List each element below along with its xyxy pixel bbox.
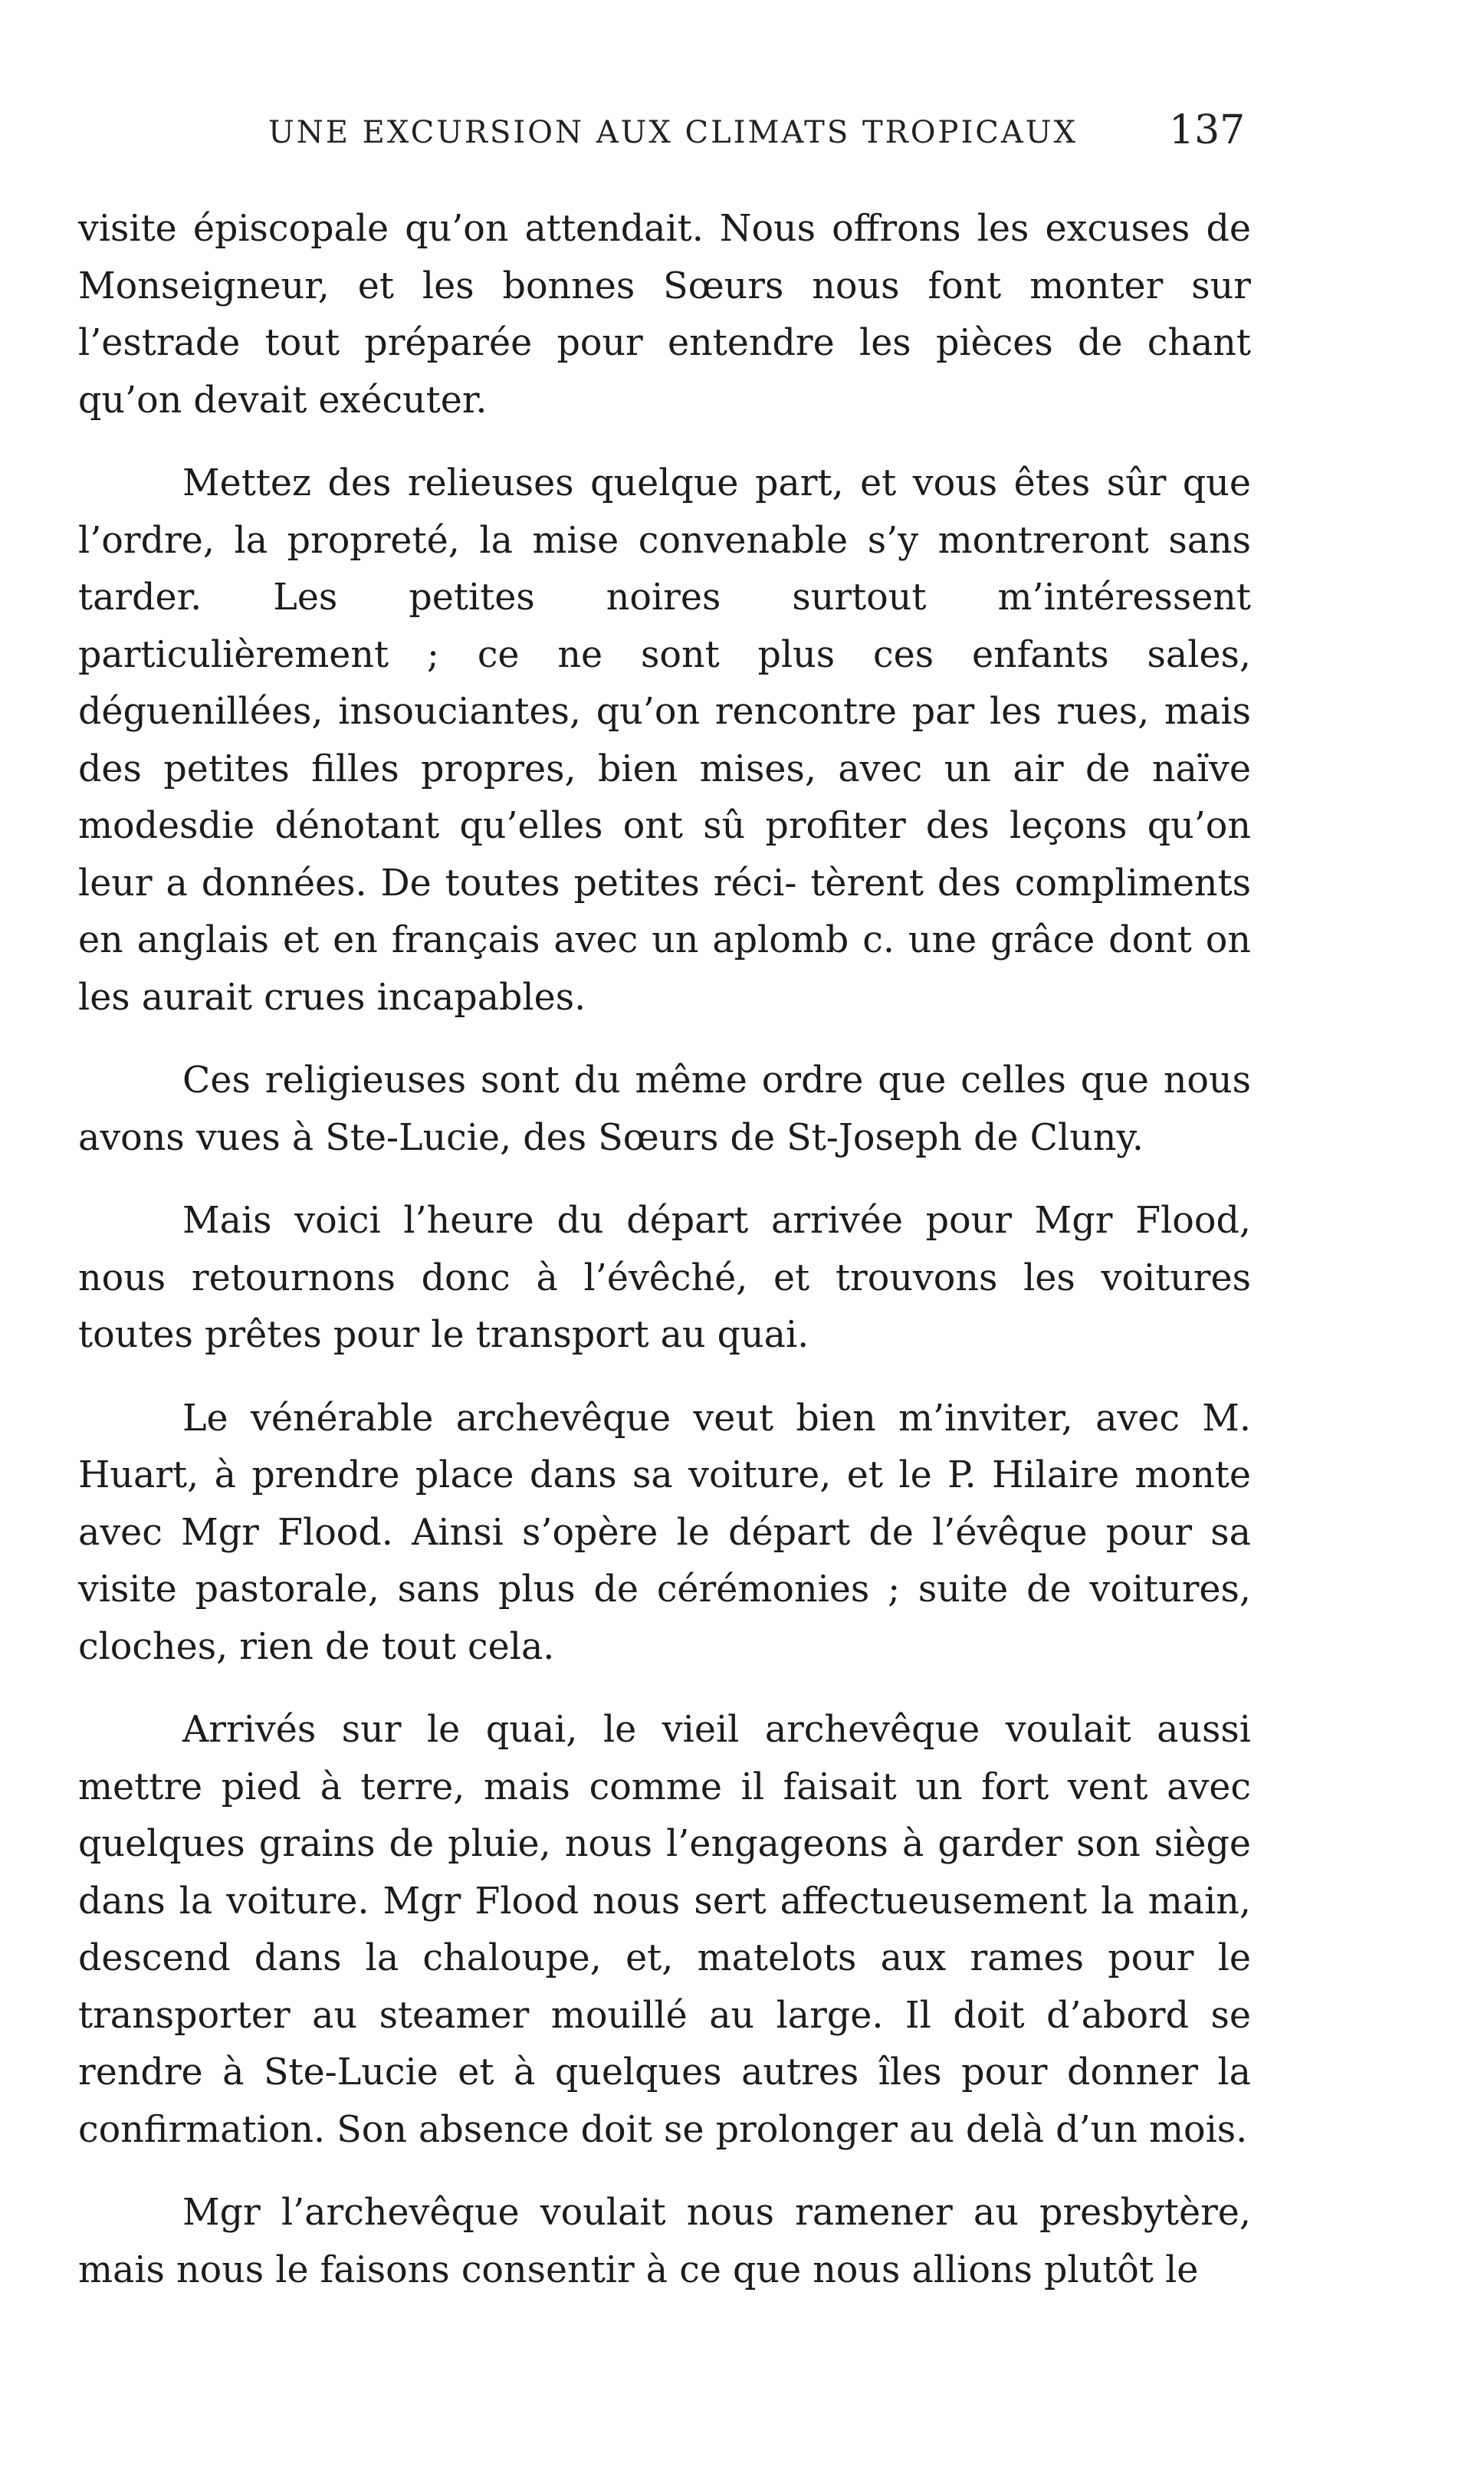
paragraph: Arrivés sur le quai, le vieil archevêque voulait aussi mettre pied à terre, mais comme il faisait un fort vent avec quelques grains de pluie, nous l’engageons à garder son siège dans la voiture. Mgr Flood nous sert affectueusement la main, descend dans la chaloupe, et, matelots aux rames pour le transporter au steamer mouillé au large. Il doit d’abord se rendre à Ste-Lucie et à quelques autres îles pour donner la confirmation. Son absence doit se prolonger au delà d’un mois. <box>78 1709 1251 2151</box>
paragraph: Mais voici l’heure du départ arrivée pour Mgr Flood, nous retournons donc à l’évêché, et trouvons les voitures toutes prêtes pour le transport au quai. <box>78 1200 1251 1356</box>
paragraph-continued: visite épiscopale qu’on attendait. Nous offrons les excuses de Monseigneur, et les bonnes Sœurs nous font monter sur l’estrade tout préparée pour entendre les pièces de chant qu’on devait exécuter. <box>78 208 1251 422</box>
body-text <box>78 201 1251 2325</box>
running-head: UNE EXCURSION AUX CLIMATS TROPICAUX <box>268 115 1078 150</box>
page-number: 137 <box>1169 107 1246 153</box>
paragraph: Le vénérable archevêque veut bien m’inviter, avec M. Huart, à prendre place dans sa voiture, et le P. Hilaire monte avec Mgr Flood. Ainsi s’opère le départ de l’évêque pour sa visite pastorale, sans plus de cérémonies ; suite de voitures, cloches, rien de tout cela. <box>78 1397 1251 1668</box>
paragraph: Mettez des relieuses quelque part, et vous êtes sûr que l’ordre, la propreté, la mise convenable s’y montreront sans tarder. Les petites noires surtout m’intéressent particulièrement ; ce ne sont plus ces enfants sales, déguenillées, insouciantes, qu’on rencontre par les rues, mais des petites filles propres, bien mises, avec un air de naïve modesdie dénotant qu’elles ont sû profiter des leçons qu’on leur a données. De toutes petites réci- tèrent des compliments en anglais et en français avec un aplomb c. une grâce dont on les aurait crues incapables. <box>78 462 1251 1019</box>
paragraph: Ces religieuses sont du même ordre que celles que nous avons vues à Ste-Lucie, des Sœurs de St-Joseph de Cluny. <box>78 1059 1251 1159</box>
paragraph: Mgr l’archevêque voulait nous ramener au presbytère, mais nous le faisons consentir à ce que nous allions plutôt le <box>78 2192 1251 2291</box>
